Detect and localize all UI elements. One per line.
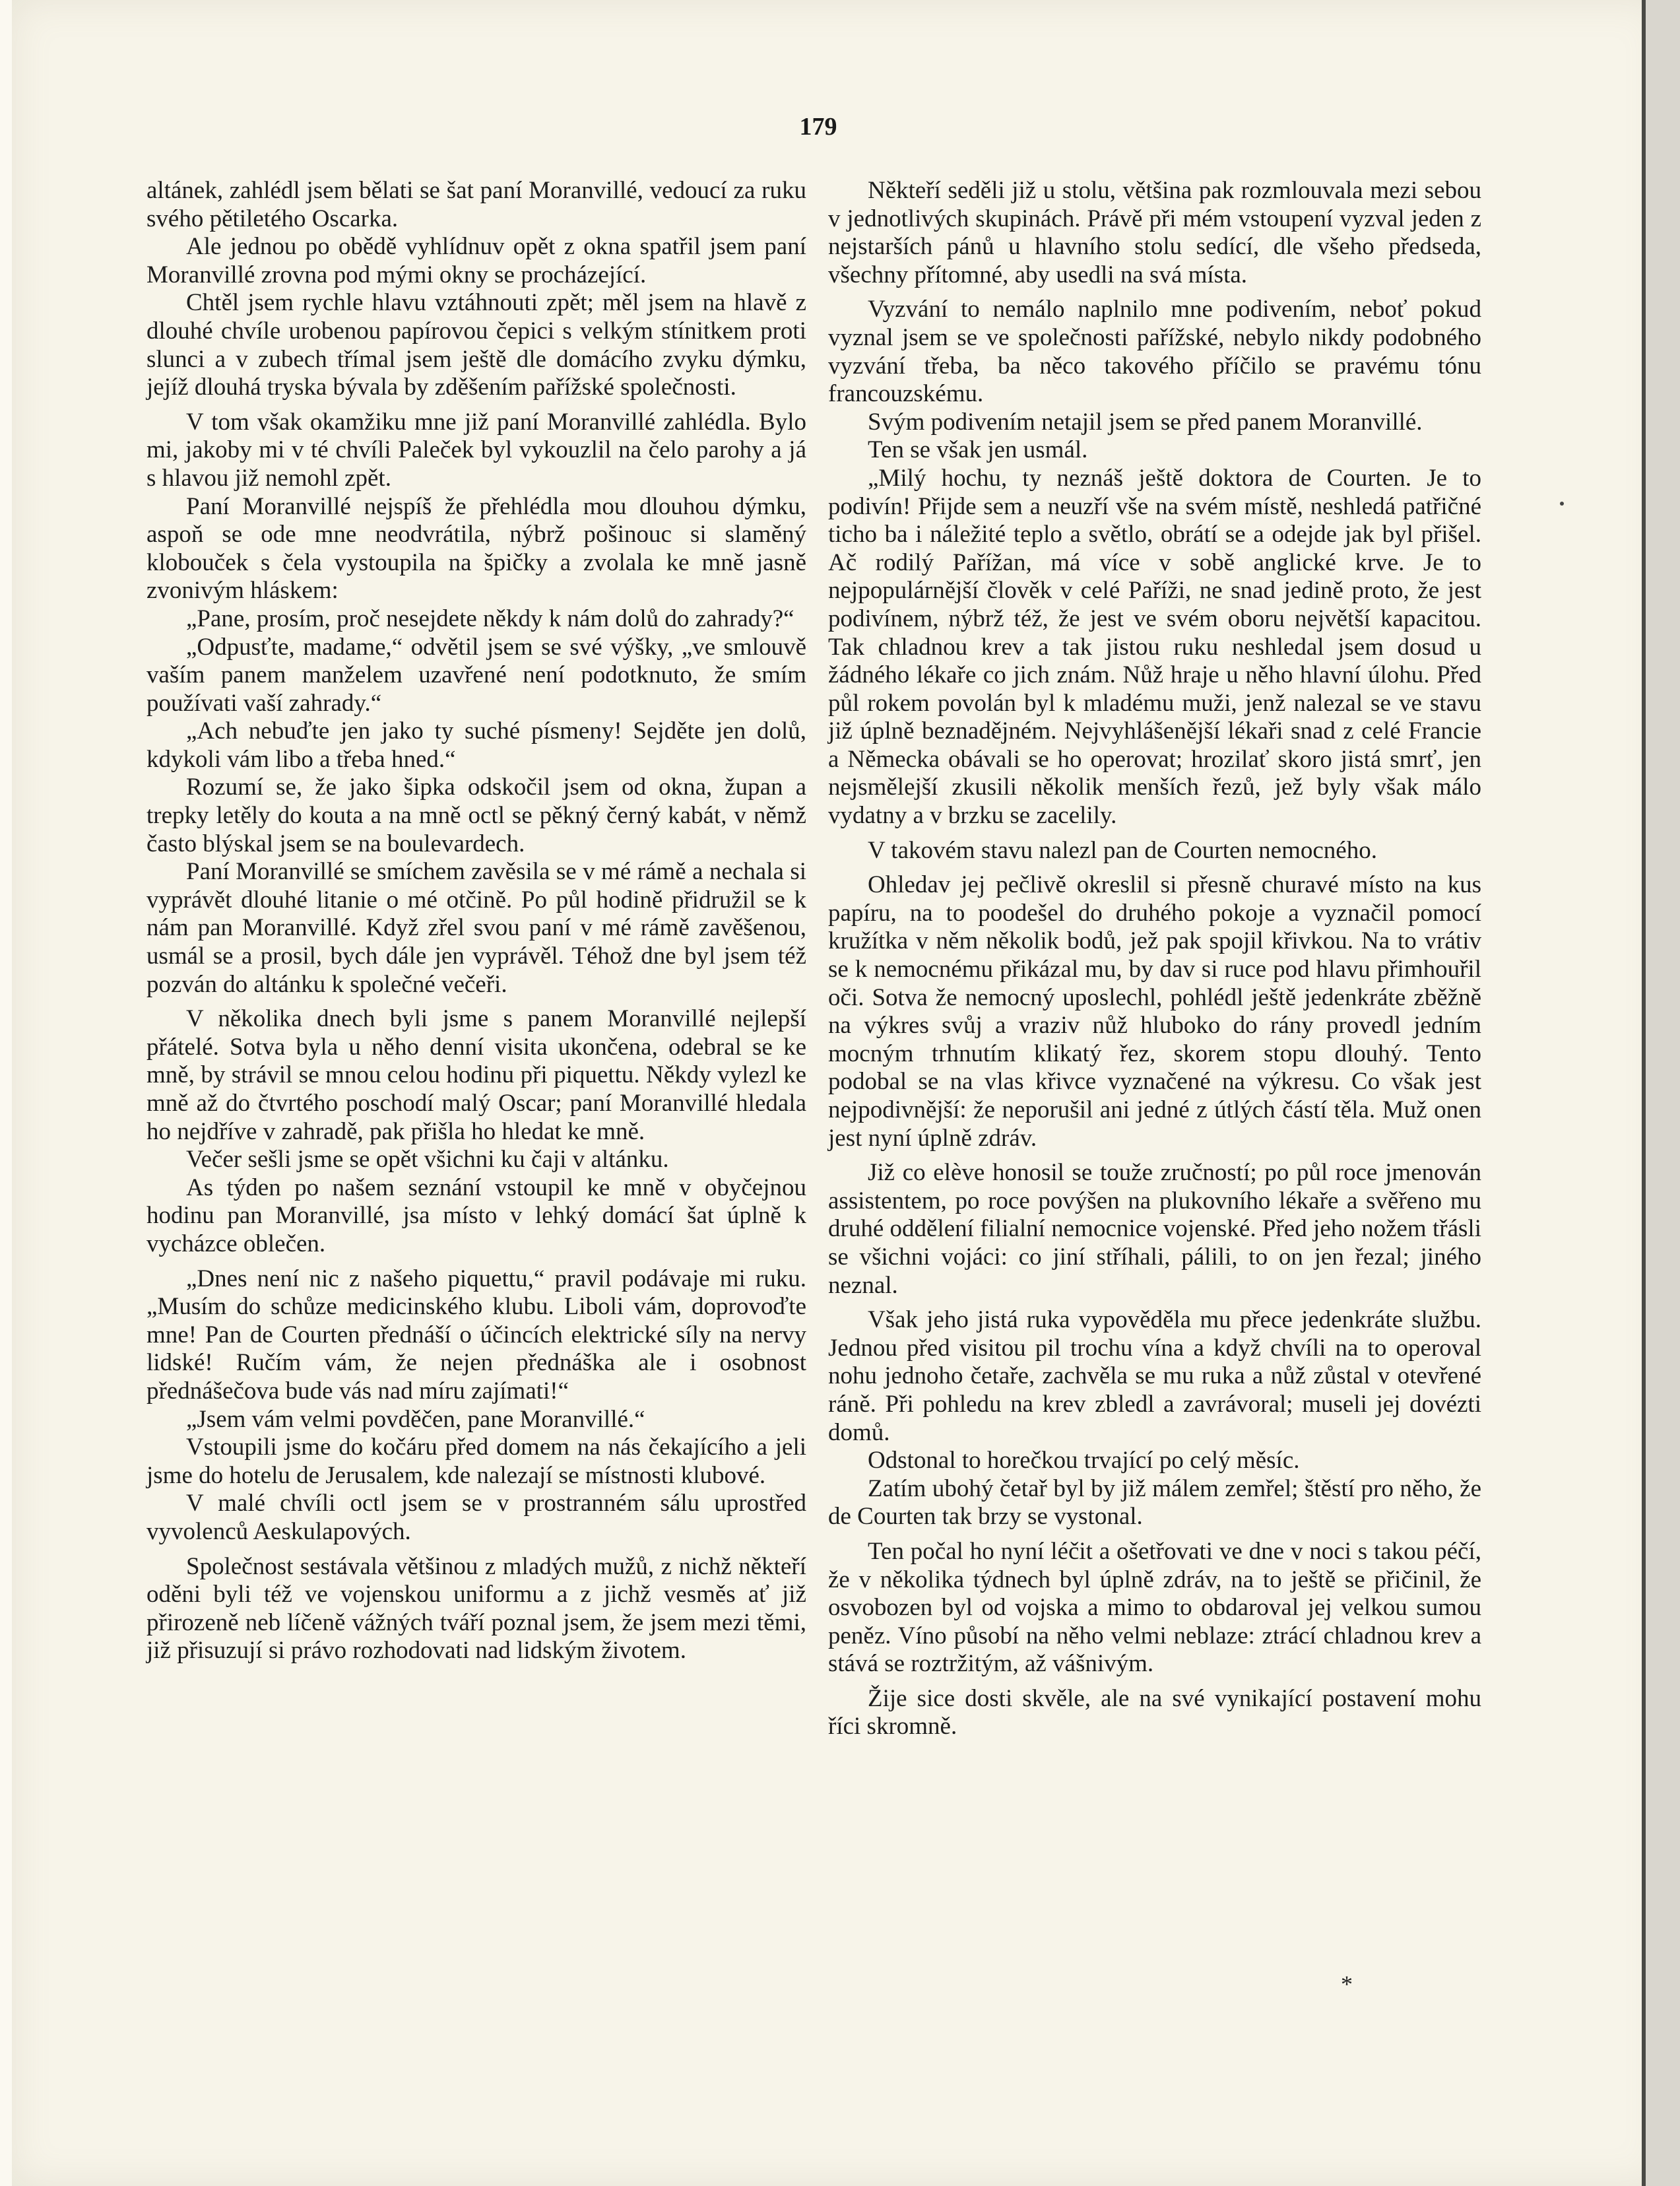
left-paragraph-1: altánek, zahlédl jsem bělati se šat paní Moranvillé, vedoucí za ruku svého pětiletého Oscarka. (146, 177, 806, 232)
page-edge (1646, 0, 1680, 2186)
left-paragraph-2: Ale jednou po obědě vyhlídnuv opět z okna spatřil jsem paní Moranvillé zrovna pod mými okny se procházející. (146, 233, 806, 288)
right-paragraph-12: Ten počal ho nyní léčit a ošetřovati ve dne v noci s takou péčí, že v několika týdnech byl úplně zdráv, na to ještě se přičinil, že osvobozen byl od vojska a mimo to obdaroval jej velkou sumou peněz. Víno působí na něho velmi neblaze: ztrácí chladnou krev a stává se roztržitým, až vášnivým. (828, 1537, 1481, 1678)
right-paragraph-8: Již co elève honosil se touže zručností; po půl roce jmenován assistentem, po roce povýšen na plukovního lékaře a svěřeno mu druhé oddělení filialní nemocnice vojenské. Před jeho nožem třásli se všichni vojáci: co jiní stříhali, pálili, to on jen řezal; jiného neznal. (828, 1159, 1481, 1299)
left-paragraph-13: As týden po našem seznání vstoupil ke mně v obyčejnou hodinu pan Moranvillé, jsa místo v lehký domácí šat úplně k vycházce oblečen. (146, 1174, 806, 1257)
right-paragraph-5: „Milý hochu, ty neznáš ještě doktora de Courten. Je to podivín! Přijde sem a neuzří vše na svém místě, neshledá patřičné ticho ba i náležité teplo a světlo, obrátí se a odejde jak byl přišel. Ač rodilý Pařížan, má více v sobě anglické krve. Je to nejpopulárnější člověk v celé Paříži, ne snad jedině proto, že jest podivínem, nýbrž též, že jest ve svém oboru největší kapacitou. Tak chladnou krev a tak jistou ruku neshledal jsem dosud u žádného lékaře co jich znám. Nůž hraje u něho hlavní úlohu. Před půl rokem povolán byl k mladému muži, jenž nalezal se ve stavu již úplně beznadějném. Nejvyhlášenější lékaři snad z celé Francie a Německa obávali se ho operovat; hrozilať skoro jistá smrť, jen nejsmělejší zkusili několik menších řezů, jež byly však málo vydatny a v brzku se zacelily. (828, 464, 1481, 830)
left-paragraph-18: Společnost sestávala většinou z mladých mužů, z nichž někteří oděni byli též ve vojenskou uniformu a z jichž vesměs ať již přirozeně neb líčeně vážných tváří poznal jsem, že jsem mezi těmi, již přisuzují si právo rozhodovati nad lidským životem. (146, 1552, 806, 1665)
right-paragraph-10: Odstonal to horečkou trvající po celý měsíc. (868, 1447, 1300, 1474)
right-paragraph-4: Ten se však jen usmál. (868, 436, 1088, 464)
right-paragraph-7: Ohledav jej pečlivě okreslil si přesně churavé místo na kus papíru, na to poodešel do druhého pokoje a vyznačil pomocí kružítka v něm několik bodů, jež pak spojil křivkou. Na to vrátiv se k nemocnému přikázal mu, by dav si ruce pod hlavu přimhouřil oči. Sotva že nemocný uposlechl, pohlédl ještě jedenkráte zběžně na výkres svůj a vraziv nůž hluboko do rány provedl jedním mocným trhnutím klikatý řez, skorem stopu dlouhý. Tento podobal se na vlas křivce vyznačené na výkresu. Co však jest nejpodivnější: že neporušil ani jedné z útlých částí těla. Muž onen jest nyní úplně zdráv. (828, 871, 1481, 1152)
left-paragraph-17: V malé chvíli octl jsem se v prostranném sálu uprostřed vyvolenců Aeskulapových. (146, 1490, 806, 1545)
left-paragraph-5: Paní Moranvillé nejspíš že přehlédla mou dlouhou dýmku, aspoň se ode mne neodvrátila, nýbrž pošinouc si slaměný klobouček s čela vystoupila na špičky a zvolala ke mně jasně zvonivým hláskem: (146, 492, 806, 605)
left-paragraph-7: „Odpusťte, madame,“ odvětil jsem se své výšky, „ve smlouvě vaším panem manželem uzavřené není podotknuto, že smím používati vaší zahrady.“ (146, 633, 806, 717)
left-paragraph-11: V několika dnech byli jsme s panem Moranvillé nejlepší přátelé. Sotva byla u něho denní visita ukončena, odebral se ke mně, by strávil se mnou celou hodinu při piquettu. Někdy vylezl ke mně až do čtvrtého poschodí malý Oscar; paní Moranvillé hledala ho nejdříve v zahradě, pak přišla ho hledat ke mně. (146, 1005, 806, 1145)
right-paragraph-3: Svým podivením netajil jsem se před panem Moranvillé. (868, 408, 1423, 436)
left-paragraph-14: „Dnes není nic z našeho piquettu,“ pravil podávaje mi ruku. „Musím do schůze medicinského klubu. Liboli vám, doprovoďte mne! Pan de Courten přednáší o účincích elektrické síly na nervy lidské! Ručím vám, že nejen přednáška ale i osobnost přednášečova bude vás nad míru zajímati!“ (146, 1265, 806, 1405)
end-mark-asterisk: * (1341, 1971, 1353, 1997)
left-paragraph-8: „Ach nebuďte jen jako ty suché písmeny! Sejděte jen dolů, kdykoli vám libo a třeba hned.“ (146, 717, 806, 773)
ink-speck (1560, 502, 1564, 506)
left-paragraph-16: Vstoupili jsme do kočáru před domem na nás čekajícího a jeli jsme do hotelu de Jerusalem, kde nalezají se místnosti klubové. (146, 1434, 806, 1489)
left-paragraph-3: Chtěl jsem rychle hlavu vztáhnouti zpět; měl jsem na hlavě z dlouhé chvíle urobenou papírovou čepici s velkým stínitkem proti slunci a v zubech třímal jsem ještě dle domácího zvyku dýmku, jejíž dlouhá tryska bývala by zděšením pařížské společnosti. (146, 289, 806, 401)
left-paragraph-9: Rozumí se, že jako šipka odskočil jsem od okna, župan a trepky letěly do kouta a na mně octl se pěkný černý kabát, v němž často blýskal jsem se na boulevardech. (146, 774, 806, 857)
left-paragraph-12: Večer sešli jsme se opět všichni ku čaji v altánku. (186, 1146, 669, 1174)
right-paragraph-9: Však jeho jistá ruka vypověděla mu přece jedenkráte službu. Jednou před visitou pil trochu vína a když chvíli na to operoval nohu jednoho četaře, zachvěla se mu ruka a nůž zůstal v otevřené ráně. Při pohledu na krev zbledl a zavrávoral; museli jej dovézti domů. (828, 1306, 1481, 1446)
right-paragraph-1: Někteří seděli již u stolu, většina pak rozmlouvala mezi sebou v jednotlivých skupinách. Právě při mém vstoupení vyzval jeden z nejstarších pánů u hlavního stolu sedící, dle všeho předseda, všechny přítomné, aby usedli na svá místa. (828, 177, 1481, 288)
right-paragraph-2: Vyzvání to nemálo naplnilo mne podivením, neboť pokud vyznal jsem se ve společnosti pařížské, nebylo nikdy podobného vyzvání třeba, ba něco takového příčilo se pravému tónu francouzskému. (828, 296, 1481, 408)
page-number: 179 (799, 113, 837, 141)
right-paragraph-6: V takovém stavu nalezl pan de Courten nemocného. (868, 836, 1377, 864)
left-column (146, 177, 806, 1665)
left-paragraph-6: „Pane, prosím, proč nesejdete někdy k nám dolů do zahrady?“ (186, 605, 794, 632)
right-paragraph-13: Žije sice dosti skvěle, ale na své vynikající postavení mohu říci skromně. (828, 1684, 1481, 1740)
right-column (828, 177, 1481, 1741)
right-paragraph-11: Zatím ubohý četař byl by již málem zemřel; štěstí pro něho, že de Courten tak brzy se vystonal. (828, 1474, 1481, 1531)
left-paragraph-4: V tom však okamžiku mne již paní Moranvillé zahlédla. Bylo mi, jakoby mi v té chvíli Paleček byl vykouzlil na čelo parohy a já s hlavou již nemohl zpět. (146, 408, 806, 492)
left-paragraph-10: Paní Moranvillé se smíchem zavěsila se v mé rámě a nechala si vyprávět dlouhé litanie o mé otčině. Po půl hodině přidružil se k nám pan Moranvillé. Když zřel svou paní v mé rámě zavěšenou, usmál se a prosil, bych dále jen vyprávěl. Téhož dne byl jsem též pozván do altánku k společné večeři. (146, 858, 806, 998)
left-paragraph-15: „Jsem vám velmi povděčen, pane Moranvillé.“ (186, 1405, 645, 1433)
